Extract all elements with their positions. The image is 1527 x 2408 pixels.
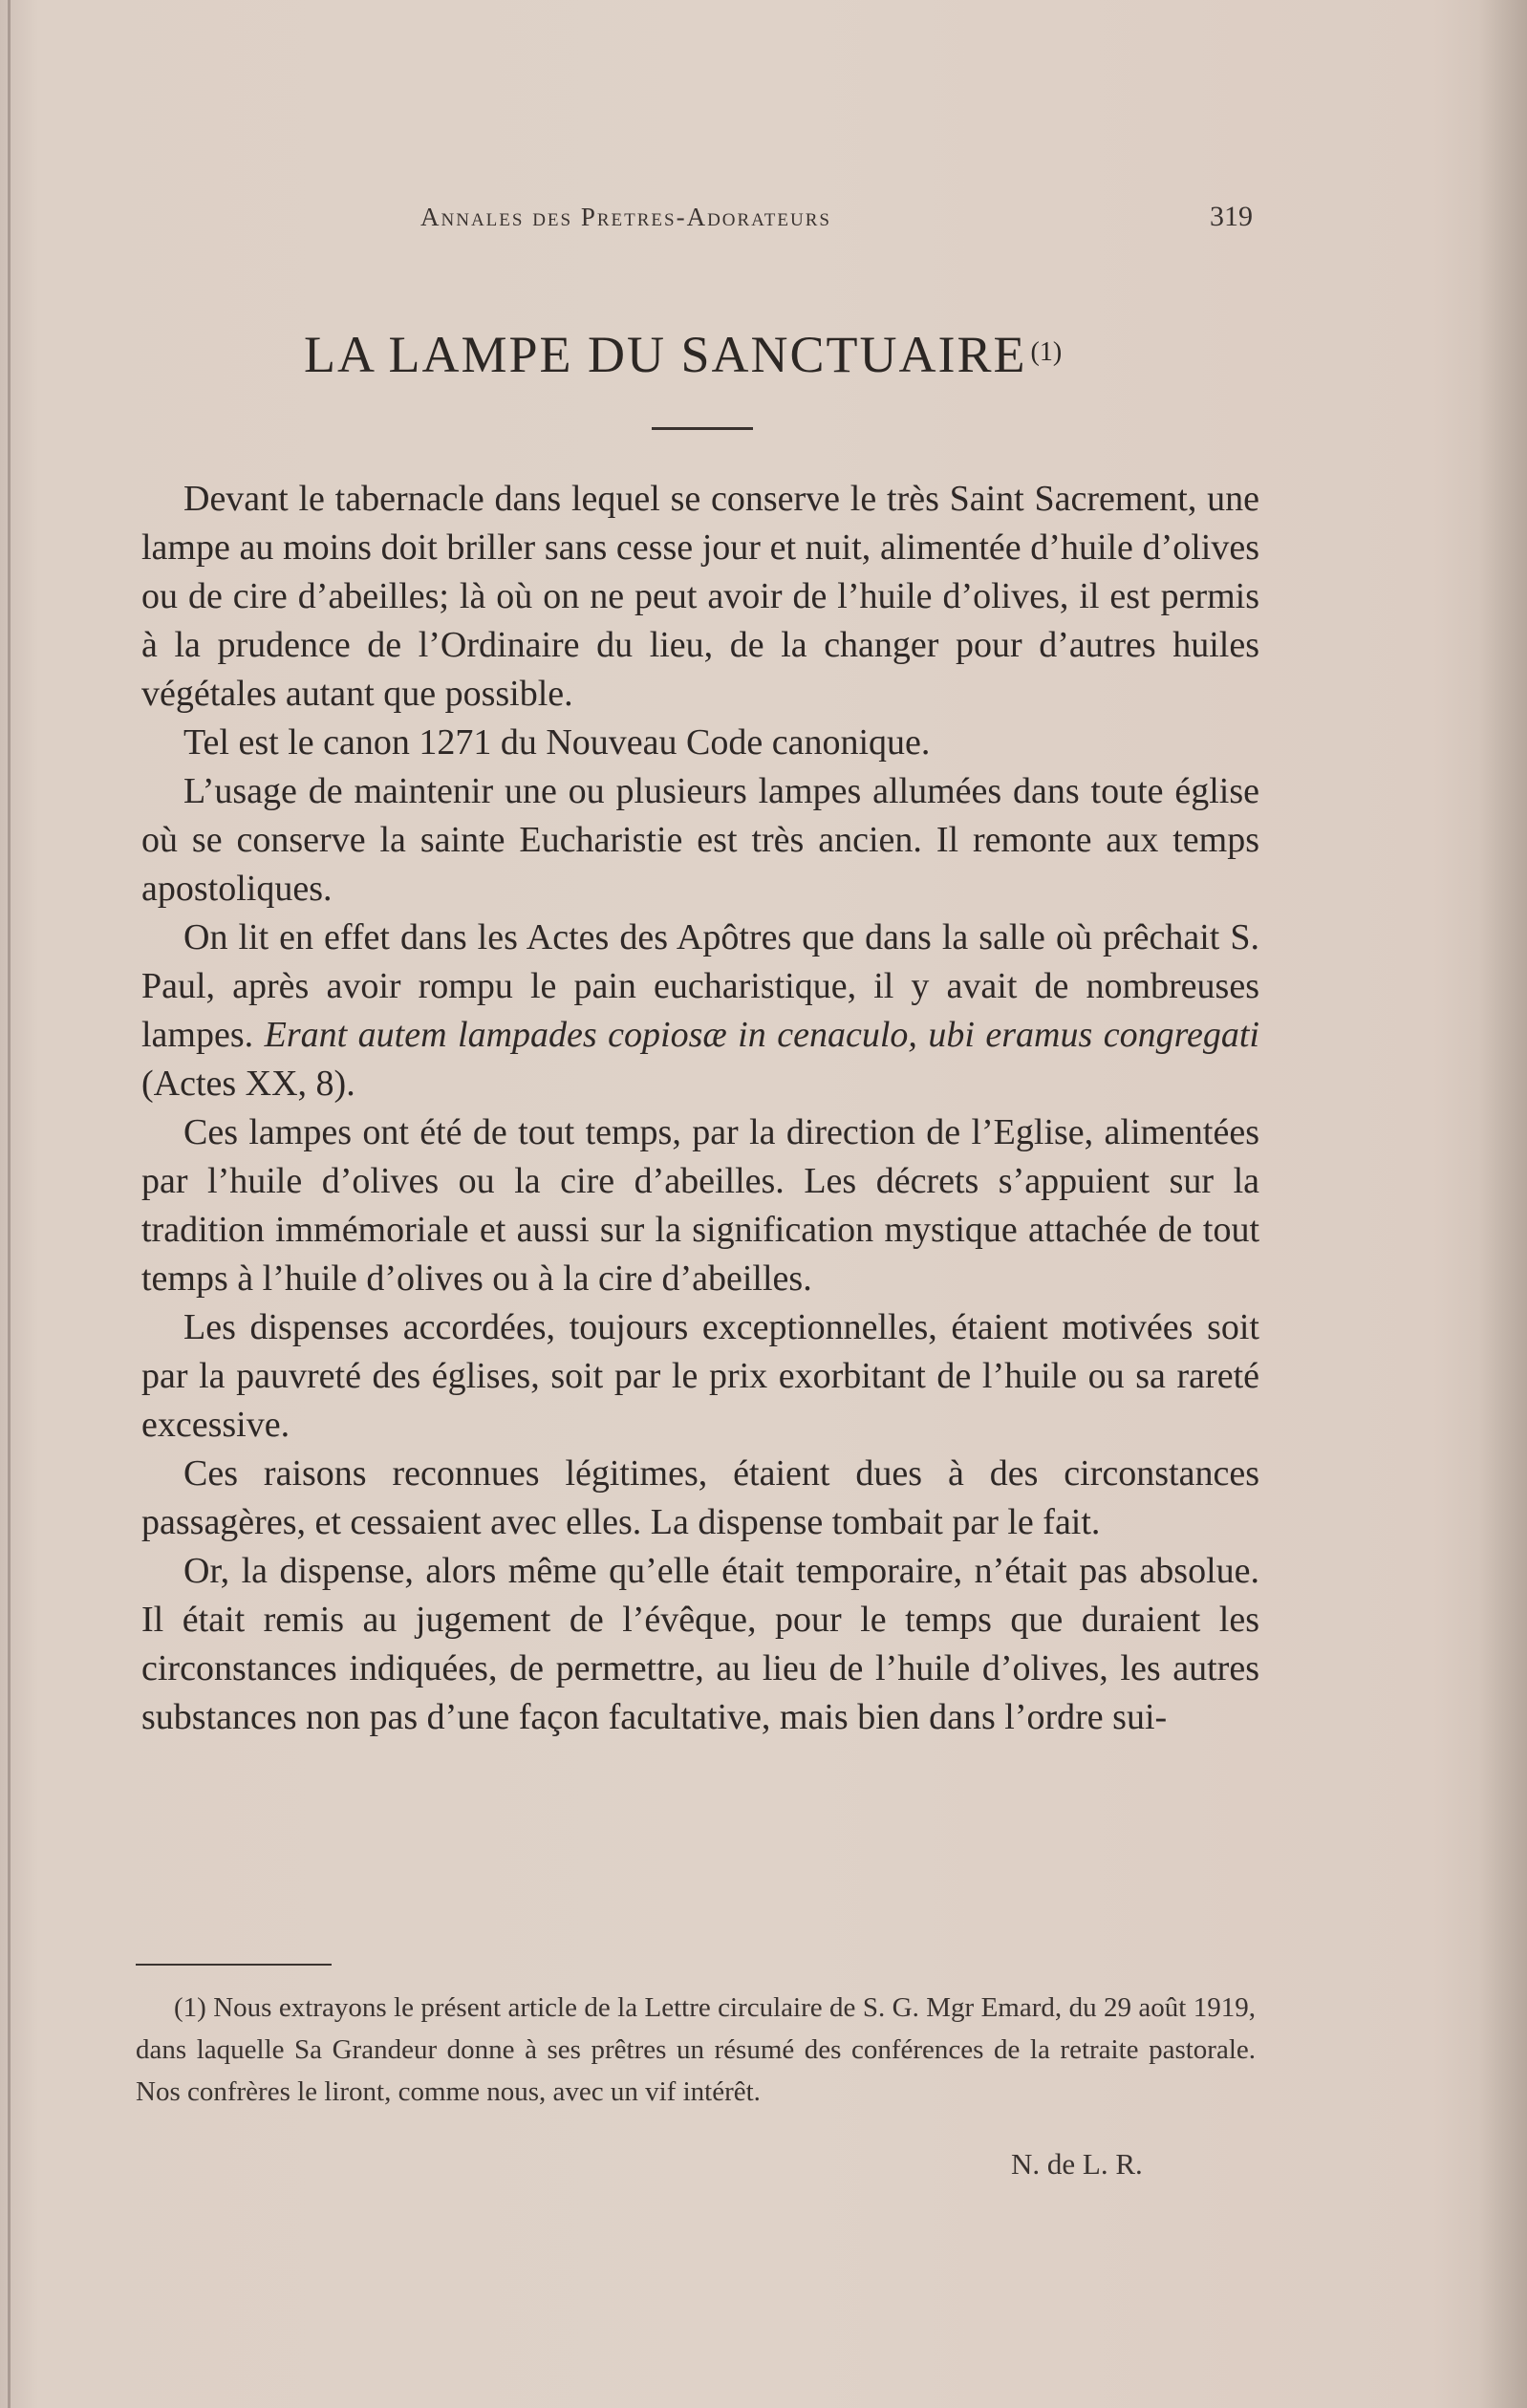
article-paragraph: [141, 1547, 1259, 1742]
footnote-text: (1) Nous extrayons le présent article de la Lettre circulaire de S. G. Mgr Emard, du 29 août 1919, dans laquelle Sa Grandeur donne à ses prêtres un résumé des conférences de la retraite pastorale. Nos confrères le liront, comme nous, avec un vif intérêt.: [136, 1992, 1256, 2107]
article-paragraph: [141, 719, 1259, 767]
article-paragraph: [141, 475, 1259, 719]
running-head: Annales des Pretres-Adorateurs: [420, 203, 831, 231]
article-title: [304, 325, 1062, 384]
footnote-divider: [136, 1964, 332, 1966]
title-footnote-ref: (1): [1030, 337, 1063, 367]
paragraph-text: On lit en effet dans les Actes des Apôtres que dans la salle où prêchait S. Paul, après avoir rompu le pain eucharistique, il y avait de nombreuses lampes.: [141, 917, 1259, 1055]
article-paragraph: [141, 1108, 1259, 1303]
article-paragraph: [141, 914, 1259, 1108]
paragraph-text: Tel est le canon 1271 du Nouveau Code canonique.: [183, 722, 931, 763]
editor-signature: N. de L. R.: [1011, 2147, 1143, 2181]
paragraph-text: Ces lampes ont été de tout temps, par la direction de l’Eglise, alimentées par l’huile d’olives ou la cire d’abeilles. Les décrets s’appuient sur la tradition immémoriale et aussi sur la signification mystique attachée de tout temps à l’huile d’olives ou à la cire d’abeilles.: [141, 1112, 1259, 1299]
footnote: [136, 1987, 1256, 2113]
latin-quotation: Erant autem lampades copiosæ in cenaculo, ubi eramus congregati: [264, 1015, 1259, 1055]
paragraph-text: Or, la dispense, alors même qu’elle était temporaire, n’était pas absolue. Il était remis au jugement de l’évêque, pour le temps que duraient les circonstances indiquées, de permettre, au lieu de l’huile d’olives, les autres substances non pas d’une façon facultative, mais bien dans l’ordre sui-: [141, 1551, 1259, 1737]
article-paragraph: [141, 767, 1259, 914]
article-paragraph: [141, 1303, 1259, 1450]
article-title-text: LA LAMPE DU SANCTUAIRE: [304, 326, 1027, 383]
page-number: 319: [1210, 201, 1253, 232]
paragraph-text: Devant le tabernacle dans lequel se conserve le très Saint Sacrement, une lampe au moins doit briller sans cesse jour et nuit, alimentée d’huile d’olives ou de cire d’abeilles; là où on ne peut avoir de l’huile d’olives, il est permis à la prudence de l’Ordinaire du lieu, de la changer pour d’autres huiles végétales autant que possible.: [141, 479, 1259, 714]
title-divider: [652, 427, 753, 430]
article-paragraph: [141, 1450, 1259, 1547]
book-spine-edge: [8, 0, 11, 2408]
paragraph-text: L’usage de maintenir une ou plusieurs lampes allumées dans toute église où se conserve la sainte Eucharistie est très ancien. Il remonte aux temps apostoliques.: [141, 771, 1259, 909]
paragraph-text: Les dispenses accordées, toujours exceptionnelles, étaient motivées soit par la pauvreté des églises, soit par le prix exorbitant de l’huile ou sa rareté excessive.: [141, 1307, 1259, 1445]
article-body: [141, 475, 1259, 1742]
paragraph-text: Ces raisons reconnues légitimes, étaient dues à des circonstances passagères, et cessaient avec elles. La dispense tombait par le fait.: [141, 1453, 1259, 1542]
page-edge-shadow: [1479, 0, 1527, 2408]
paragraph-text: (Actes XX, 8).: [141, 1064, 355, 1104]
